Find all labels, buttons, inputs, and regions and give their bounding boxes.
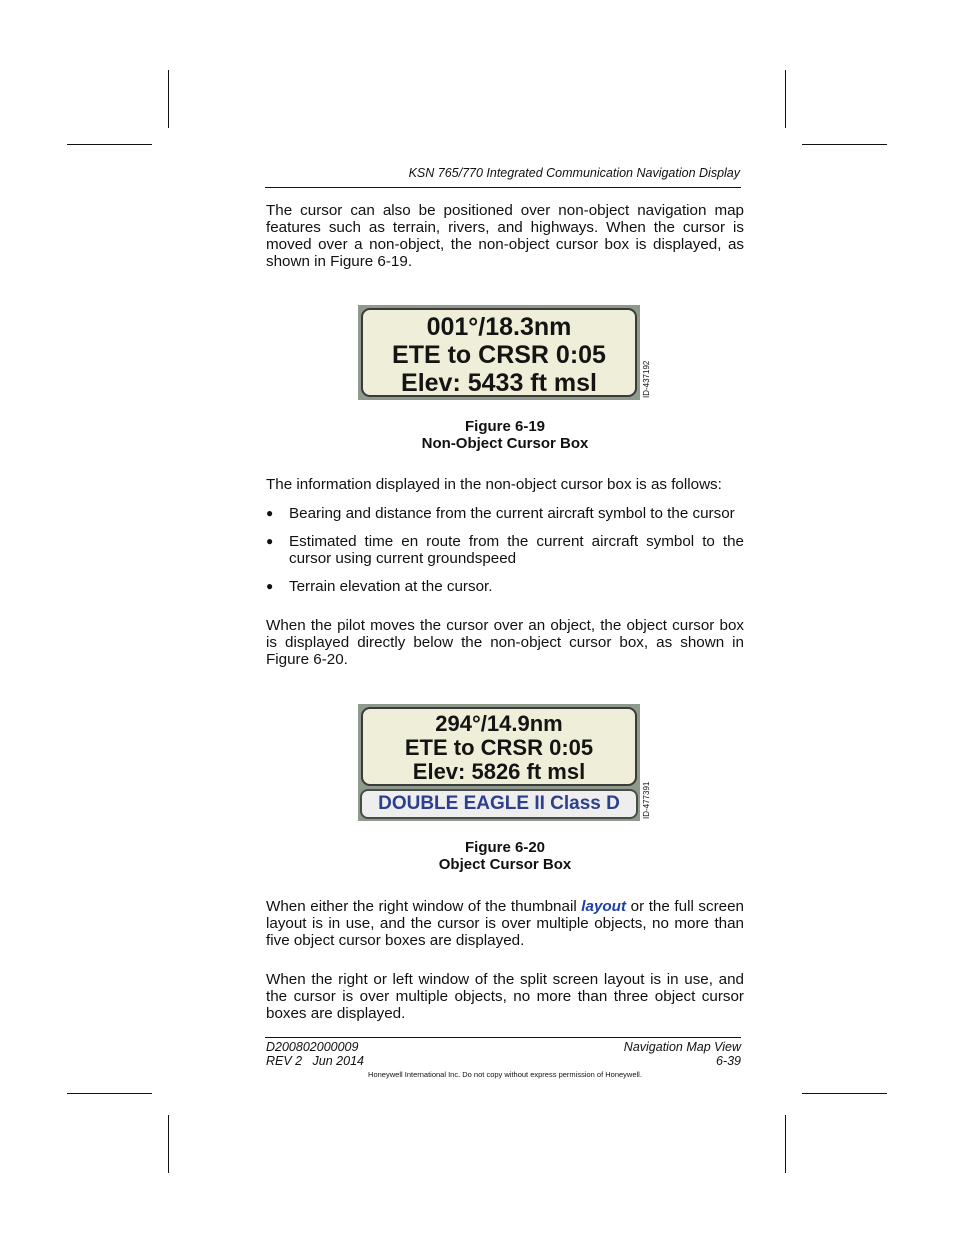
intro-paragraph: The cursor can also be positioned over non-object navigation map features such as terrain, rivers, and highways. When the cursor is moved over a non-object, the non-object cursor box is displayed, as shown in Figure 6-19. — [266, 202, 744, 270]
figure-6-20-image — [358, 704, 640, 821]
crop-mark — [785, 1115, 786, 1173]
object-intro-paragraph: When the pilot moves the cursor over an object, the object cursor box is displayed directly below the non-object cursor box, as shown in Figure 6-20. — [266, 617, 744, 668]
page-number: 6-39 — [715, 1054, 741, 1068]
crop-mark — [168, 1115, 169, 1173]
section-name: Navigation Map View — [623, 1040, 741, 1054]
object-cursor-box — [360, 789, 638, 819]
ete-text: ETE to CRSR 0:05 — [404, 735, 594, 760]
figure-label: Figure 6-20 — [464, 839, 546, 856]
bearing-distance-text: 001°/18.3nm — [426, 313, 572, 341]
figure-id: ID-477391 — [642, 781, 651, 819]
crop-mark — [168, 70, 169, 128]
list-item-text: Estimated time en route from the current aircraft symbol to the cursor using current groundspeed — [289, 533, 744, 567]
non-object-cursor-box — [361, 707, 637, 786]
crop-mark — [802, 144, 887, 145]
footer-rule — [265, 1037, 741, 1038]
list-item-text: Bearing and distance from the current aircraft symbol to the cursor — [289, 505, 735, 522]
info-lead-paragraph: The information displayed in the non-object cursor box is as follows: — [266, 476, 722, 493]
figure-title: Non-Object Cursor Box — [421, 435, 589, 452]
bullet-icon: ● — [266, 534, 274, 548]
running-header: KSN 765/770 Integrated Communication Navigation Display — [408, 166, 740, 180]
object-name-text: DOUBLE EAGLE II Class D — [378, 793, 620, 814]
figure-label: Figure 6-19 — [464, 418, 546, 435]
header-rule — [265, 187, 741, 188]
crop-mark — [67, 1093, 152, 1094]
elevation-text: Elev: 5433 ft msl — [401, 369, 597, 397]
crop-mark — [785, 70, 786, 128]
crop-mark — [802, 1093, 887, 1094]
figure-6-19-caption — [266, 418, 744, 452]
figure-6-20-caption — [266, 839, 744, 873]
ete-text: ETE to CRSR 0:05 — [392, 341, 606, 369]
bearing-distance-text: 294°/14.9nm — [435, 711, 563, 736]
bullet-icon: ● — [266, 506, 274, 520]
list-item-text: Terrain elevation at the cursor. — [289, 578, 493, 595]
bullet-icon: ● — [266, 579, 274, 593]
figure-id: ID-437192 — [642, 360, 651, 398]
thumbnail-text-before: When either the right window of the thumbnail — [266, 898, 582, 915]
elevation-text: Elev: 5826 ft msl — [412, 759, 586, 784]
thumbnail-paragraph — [266, 898, 744, 949]
revision: REV 2 Jun 2014 — [266, 1054, 364, 1068]
figure-title: Object Cursor Box — [438, 856, 572, 873]
crop-mark — [67, 144, 152, 145]
copyright-notice: Honeywell International Inc. Do not copy without express permission of Honeywell. — [368, 1070, 642, 1079]
figure-6-19-image — [358, 305, 640, 400]
split-paragraph: When the right or left window of the split screen layout is in use, and the cursor is over multiple objects, no more than three object cursor boxes are displayed. — [266, 971, 744, 1022]
layout-link[interactable]: layout — [581, 898, 627, 915]
thumbnail-text-after: or the full screen layout is in use, and the cursor is over multiple objects, no more than five object cursor boxes are displayed. — [266, 898, 744, 949]
non-object-cursor-box — [361, 308, 637, 397]
doc-number: D200802000009 — [266, 1040, 359, 1054]
